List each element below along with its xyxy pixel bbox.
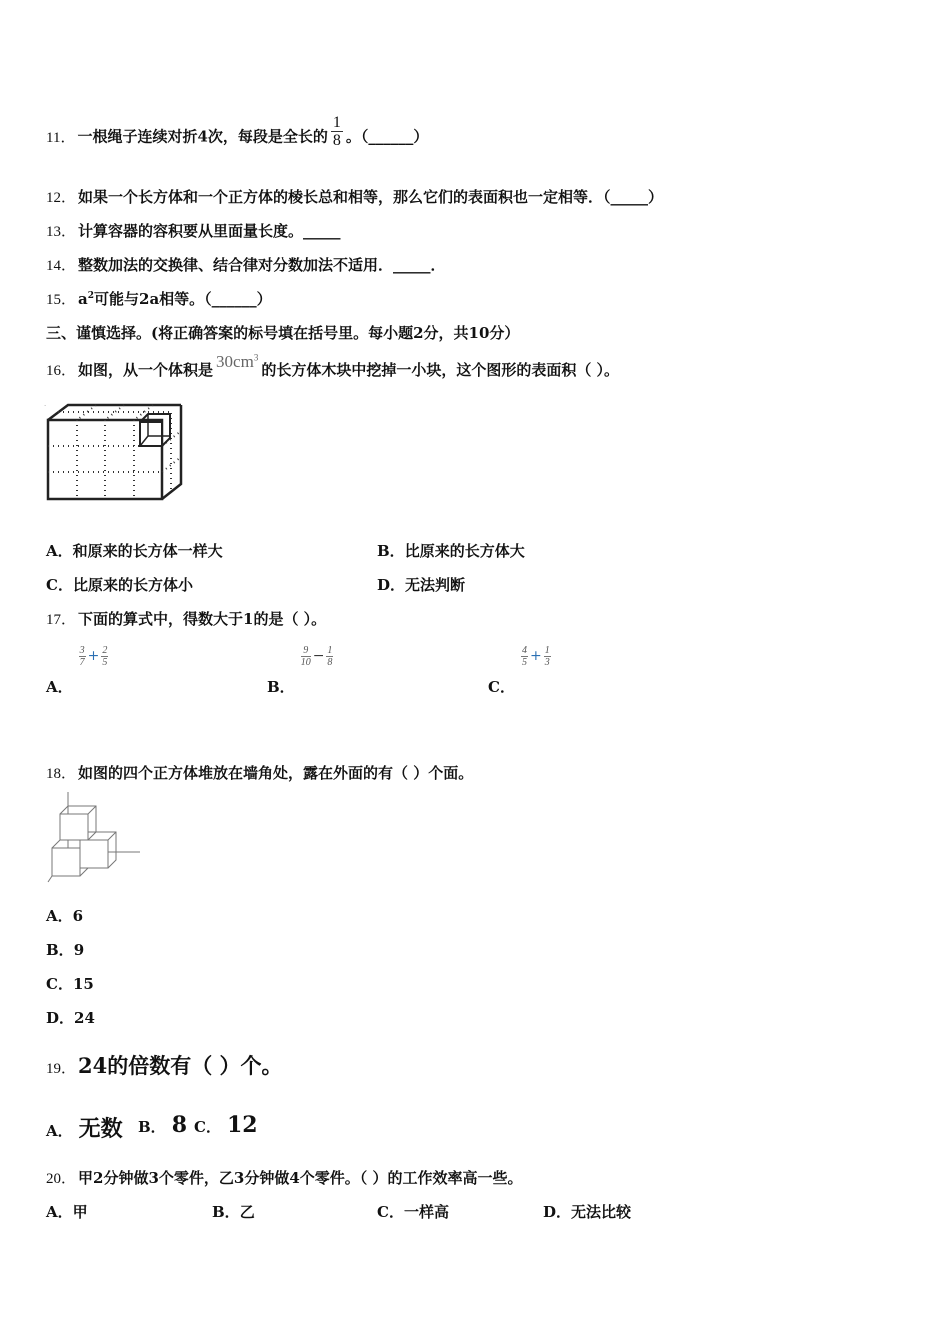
question-19 (46, 1050, 283, 1080)
option-a[interactable] (46, 905, 83, 926)
math-exponent: 2 (87, 291, 95, 301)
option-text: 6 (72, 907, 84, 925)
option-label: B． (267, 678, 295, 696)
question-13 (46, 220, 341, 241)
option-c[interactable] (488, 644, 551, 696)
fraction-denominator: 5 (102, 656, 108, 668)
option-text: 24 (74, 1009, 95, 1027)
fraction (331, 114, 343, 149)
fraction (544, 645, 551, 668)
question-14 (46, 254, 446, 275)
option-label: B． (138, 1118, 166, 1136)
option-text: 甲 (72, 1203, 88, 1221)
option-label: D． (377, 576, 406, 594)
plus-operator: + (529, 648, 542, 664)
option-b[interactable] (377, 540, 525, 561)
option-text: 比原来的长方体小 (72, 576, 193, 594)
fraction-numerator: 4 (521, 644, 527, 656)
option-c[interactable] (46, 973, 94, 994)
option-text: 8 (171, 1112, 187, 1138)
option-b[interactable] (212, 1201, 255, 1222)
option-d[interactable] (543, 1201, 631, 1222)
minus-operator: − (312, 648, 325, 664)
option-label: C． (46, 576, 73, 594)
option-text: 无法比较 (571, 1203, 632, 1221)
option-label: A． (46, 678, 73, 696)
option-a[interactable] (46, 1201, 88, 1222)
option-text: 乙 (239, 1203, 255, 1221)
fraction-numerator: 3 (79, 644, 85, 656)
question-text: 的长方体木块中挖掉一小块，这个图形的表面积（ ）。 (261, 361, 620, 379)
option-text: 12 (226, 1112, 258, 1138)
question-number: 14． (46, 258, 77, 274)
option-label: A． (46, 542, 73, 560)
math-base: a (78, 290, 88, 308)
plus-operator: + (87, 648, 100, 664)
question-text: 24的倍数有（ ）个。 (78, 1053, 283, 1078)
question-text: 整数加法的交换律、结合律对分数加法不适用．_____． (78, 256, 446, 274)
option-label: C． (377, 1203, 404, 1221)
svg-text:·: · (44, 402, 47, 410)
fraction (79, 645, 86, 668)
question-12 (46, 186, 663, 207)
option-d[interactable] (46, 1007, 95, 1028)
option-b[interactable] (267, 644, 333, 696)
option-b[interactable] (46, 939, 84, 960)
question-number: 13． (46, 224, 77, 240)
option-label: D． (46, 1009, 75, 1027)
question-text: 如果一个长方体和一个正方体的棱长总和相等，那么它们的表面积也一定相等．（_____） (78, 188, 664, 206)
option-text: 15 (72, 975, 94, 993)
section-heading: 三、谨慎选择。(将正确答案的标号填在括号里。每小题2分，共10分） (46, 324, 520, 342)
question-text: 如图，从一个体积是 (78, 361, 214, 379)
fraction-denominator: 8 (332, 132, 341, 149)
stacked-cubes-figure (44, 792, 144, 884)
question-15 (46, 288, 272, 309)
option-a[interactable] (46, 644, 108, 696)
option-label: C． (488, 678, 515, 696)
question-16 (46, 352, 620, 380)
option-label: A． (46, 1203, 73, 1221)
question-text: 如图的四个正方体堆放在墙角处，露在外面的有（ ）个面。 (78, 764, 474, 782)
volume-number: 30cm (216, 352, 254, 371)
fraction-numerator: 1 (327, 644, 333, 656)
fraction-numerator: 1 (332, 114, 341, 131)
option-a[interactable] (46, 1112, 123, 1143)
question-number: 17． (46, 612, 77, 628)
question-text: 一根绳子连续对折4次，每段是全长的 (77, 127, 328, 146)
question-number: 15． (46, 292, 77, 308)
option-label: A． (46, 907, 73, 925)
fraction (301, 645, 311, 668)
option-a[interactable] (46, 540, 223, 561)
option-b[interactable] (138, 1112, 187, 1138)
fraction (326, 645, 333, 668)
question-number: 18． (46, 766, 77, 782)
question-17 (46, 608, 326, 629)
option-label: D． (543, 1203, 572, 1221)
option-label: B． (212, 1203, 240, 1221)
question-number: 12． (46, 190, 77, 206)
fraction (101, 645, 108, 668)
question-number: 16． (46, 363, 77, 379)
cuboid-figure (44, 400, 186, 506)
option-text: 无数 (78, 1116, 123, 1142)
fraction-numerator: 2 (102, 644, 108, 656)
fraction-denominator: 5 (521, 656, 527, 668)
question-18 (46, 762, 473, 783)
fraction-numerator: 1 (544, 644, 550, 656)
fraction-denominator: 3 (544, 656, 550, 668)
option-text: 和原来的长方体一样大 (72, 542, 223, 560)
option-label: C． (194, 1118, 221, 1136)
fraction-numerator: 9 (301, 645, 311, 657)
fraction (521, 645, 528, 668)
option-d[interactable] (377, 574, 465, 595)
option-label: A． (46, 1122, 73, 1140)
option-text: 比原来的长方体大 (404, 542, 525, 560)
fraction-denominator: 8 (327, 656, 333, 668)
question-20 (46, 1167, 523, 1188)
volume-value (216, 352, 258, 371)
option-label: C． (46, 975, 73, 993)
question-text: 甲2分钟做3个零件，乙3分钟做4个零件。（ ）的工作效率高一些。 (78, 1169, 523, 1187)
option-c[interactable] (194, 1112, 258, 1138)
question-number: 11． (46, 129, 76, 146)
option-label: B． (46, 941, 74, 959)
option-text: 9 (73, 941, 85, 959)
question-text: 下面的算式中，得数大于1的是（ ）。 (78, 610, 327, 628)
fraction-denominator: 7 (79, 656, 85, 668)
question-number: 19． (46, 1061, 77, 1077)
fraction-denominator: 10 (300, 656, 311, 668)
option-c[interactable] (46, 574, 193, 595)
option-text: 无法判断 (405, 576, 466, 594)
option-c[interactable] (377, 1201, 449, 1222)
question-text: 可能与2a相等。（______） (94, 290, 272, 308)
question-text: 计算容器的容积要从里面量长度。_____ (78, 222, 341, 240)
option-label: B． (377, 542, 405, 560)
question-number: 20． (46, 1171, 77, 1187)
answer-blank[interactable]: 。（______） (345, 127, 429, 146)
question-11 (46, 114, 429, 155)
volume-exponent: 3 (253, 352, 259, 363)
option-text: 一样高 (403, 1203, 449, 1221)
